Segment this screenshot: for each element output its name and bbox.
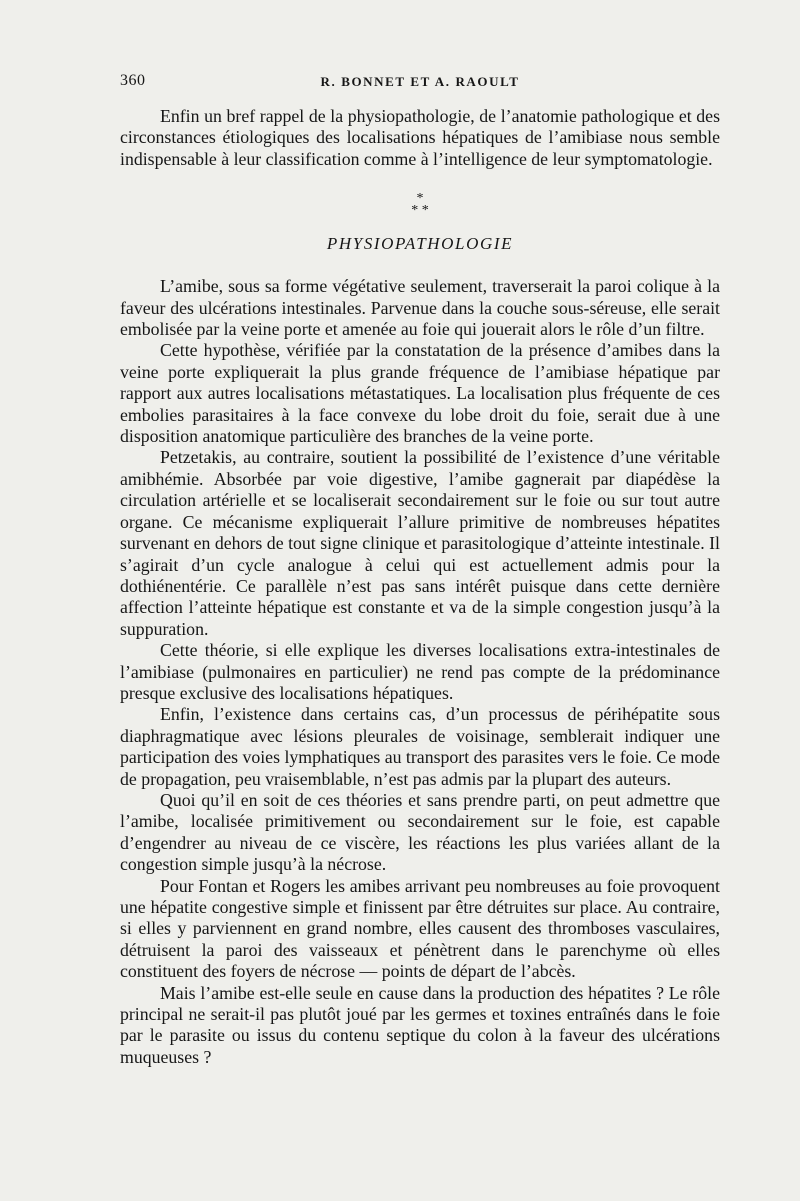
paragraph: Cette théorie, si elle explique les diverses localisations extra-intestinales de l’amibiase (pulmonaires en particulier) ne rend pas compte de la prédominance presque exclusive des localisations hépatiques. <box>120 640 720 703</box>
running-head: R. BONNET ET A. RAOULT <box>320 74 520 89</box>
paragraph: Petzetakis, au contraire, soutient la possibilité de l’existence d’une véritable amibhémie. Absorbée par voie digestive, l’amibe gagnerait par diapédèse la circulation artérielle et se localiserait secondairement sur le foie ou sur tout autre organe. Ce mécanisme expliquerait l’allure primitive de nombreuses hépatites survenant en dehors de tout signe clinique et parasitologique d’atteinte intestinale. Il s’agirait d’un cycle analogue à celui qui est actuellement admis pour la dothiénentérie. Ce parallèle n’est pas sans intérêt puisque dans cette dernière affection l’atteinte hépatique est constante et va de la simple congestion jusqu’à la suppuration. <box>120 447 720 639</box>
asterism-top: * <box>416 191 424 207</box>
paragraph: Quoi qu’il en soit de ces théories et sans prendre parti, on peut admettre que l’amibe, localisée primitivement ou secondairement sur le foie, est capable d’engendrer au niveau de ce viscère, les réactions les plus variées allant de la congestion simple jusqu’à la nécrose. <box>120 789 720 875</box>
section-asterism <box>120 192 720 222</box>
paragraph: Enfin, l’existence dans certains cas, d’un processus de périhépatite sous diaphragmatique avec lésions pleurales de voisinage, semblerait indiquer une participation des voies lymphatiques au transport des parasites vers le foie. Ce mode de propagation, peu vraisemblable, n’est pas admis par la plupart des auteurs. <box>120 704 720 789</box>
paragraph: Pour Fontan et Rogers les amibes arrivant peu nombreuses au foie provoquent une hépatite congestive simple et finissent par être détruites sur place. Au contraire, si elles y parviennent en grand nombre, elles causent des thromboses vasculaires, détruisent la paroi des vaisseaux et pénètrent dans le parenchyme où elles constituent des foyers de nécrose — points de départ de l’abcès. <box>120 875 720 982</box>
page-header <box>120 72 720 92</box>
intro-paragraph: Enfin un bref rappel de la physiopathologie, de l’anatomie pathologique et des circonstances étiologiques des localisations hépatiques de l’amibiase nous semble indispensable à leur classification comme à l’intelligence de leur symptomatologie. <box>120 106 720 169</box>
section-title: PHYSIOPATHOLOGIE <box>326 234 514 254</box>
page-body <box>120 106 720 1068</box>
paragraph: Mais l’amibe est-elle seule en cause dans la production des hépatites ? Le rôle principal ne serait-il pas plutôt joué par les germes et toxines entraînés dans le foie par le parasite ou issus du contenu septique du colon à la faveur des ulcérations muqueuses ? <box>120 982 720 1067</box>
paragraph: Cette hypothèse, vérifiée par la constatation de la présence d’amibes dans la veine porte expliquerait la plus grande fréquence de l’amibiase hépatique par rapport aux autres localisations métastatiques. La localisation plus fréquente de ces embolies parasitaires à la face convexe du lobe droit du foie, serait due à une disposition anatomique particulière des branches de la veine porte. <box>120 340 720 447</box>
paragraph: L’amibe, sous sa forme végétative seulement, traverserait la paroi colique à la faveur des ulcérations intestinales. Parvenue dans la couche sous-séreuse, elle serait embolisée par la veine porte et amenée au foie qui jouerait alors le rôle d’un filtre. <box>120 276 720 340</box>
asterism-bottom: * * <box>411 203 429 219</box>
page-number: 360 <box>120 72 146 89</box>
